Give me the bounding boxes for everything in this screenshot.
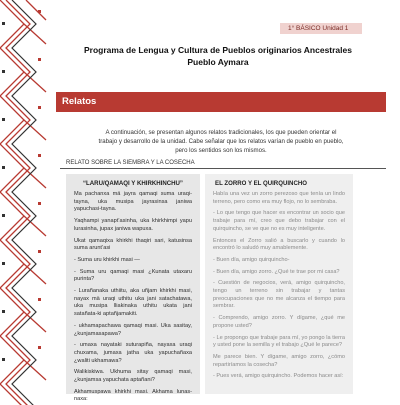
spanish-paragraph: - Buen día, amigo quirquincho-: [213, 256, 290, 263]
spanish-paragraph: Entonces el Zorro salió a buscarlo y cuando lo encontró lo saludó muy amablemente.: [213, 237, 345, 252]
spanish-paragraph: Me parece bien. Y dígame, amigo zorro, ¿cómo repartiríamos la cosecha?: [213, 353, 345, 368]
aymara-pattern-icon: [0, 0, 48, 400]
spanish-paragraph: - Buen día, amigo zorro. ¿Qué te trae por mi casa?: [213, 268, 340, 275]
spanish-paragraph: - Lo que tengo que hacer es encontrar un socio que trabaje para mí, creo que debo trabajar con el quirquincho, se ve que no es muy inteligente.: [213, 210, 345, 232]
aymara-paragraph: Akhamuspawa khirkhi masi. Akhama lunas-naxa:: [74, 388, 192, 403]
aymara-paragraph: Ma pachanxa mä jayra qamaqi suma uraqi-tayna, uka musipa jayrasinsa janiwa yapuchasi-tayna.: [74, 191, 192, 213]
aymara-paragraph: - umaxa nayataki suturapiña, nayaxa uraqi chuxama, jumaxa jatha uka yapuchañaxa ¿waliti ukhamawa?: [74, 342, 192, 364]
section-title: Relatos: [62, 96, 97, 107]
story-subheading: RELATO SOBRE LA SIEMBRA Y LA COSECHA: [66, 160, 195, 166]
spanish-paragraph: Había una vez un zorro perezoso que tenía un lindo terreno, pero como era muy flojo, no lo sembraba.: [213, 191, 345, 205]
spanish-paragraph: - Cuestión de negocios, verá, amigo quirquincho, tengo un terreno sin trabajar y tantas preocupaciones que no me alcanza el tiempo para sembrar.: [213, 280, 345, 310]
decorative-border: [0, 0, 48, 400]
aymara-paragraph: - Suma uru qamaqi masi ¿Kunata utaxaru purinta?: [74, 268, 192, 283]
divider: [60, 168, 386, 169]
spanish-story-title: EL ZORRO Y EL QUIRQUINCHO: [215, 180, 307, 187]
aymara-paragraph: Yaqhampi yanapt’asinha, uka khirkhimpi yapu lurasinha, jupax janiwa wapuxa.: [74, 218, 192, 232]
aymara-paragraph: Ukat qamaqixa khirkhi thaqiri sari, katusinsa suma arunt’asi: [74, 237, 192, 252]
program-title: Programa de Lengua y Cultura de Pueblos originarios Ancestrales: [84, 45, 352, 55]
spanish-paragraph: - Comprendo, amigo zorro. Y dígame, ¿qué me propone usted?: [213, 315, 345, 329]
aymara-paragraph: - Lurañanaka uthiitu, aka uñjam khirkhi masi, nayax mä uraqi uthitu uka jani satachatawa, uka musipa lliakinaka uthitu ukata jani satañata-ki aptañjamakiti.: [74, 288, 192, 318]
aymara-story-title: “LARU/QAMAQI Y KHIRKHINCHU”: [83, 180, 183, 187]
spanish-paragraph: - Pues verá, amigo quirquincho. Podemos hacer así:: [213, 373, 344, 380]
intro-paragraph: A continuación, se presentan algunos relatos tradicionales, los que pueden orientar el trabajo y desarrollo de la unidad. Cabe señalar que los relatos varían de pueblo en pueblo, pero los sentidos son los mismos.: [98, 129, 344, 154]
section-header: [56, 92, 386, 112]
grade-unit-tag: 1° BÁSICO Unidad 1: [280, 23, 362, 34]
people-title: Pueblo Aymara: [187, 57, 249, 67]
spanish-story-box: [205, 174, 353, 394]
spanish-paragraph: - Le propongo que trabaje para mí, yo pongo la tierra y usted pone la semilla y el trabajo ¿Qué le parece?: [213, 334, 345, 349]
aymara-paragraph: - ukhamapachawa qamaqi masi. Uka sasitay, ¿kunjamasapawa?: [74, 322, 192, 337]
aymara-story-box: [66, 174, 200, 403]
aymara-paragraph: Walikiskiwa. Ukhuma sitay qamaqi masi, ¿kunjamsa yapuchata aptañani?: [74, 369, 192, 384]
aymara-paragraph: - Suma uru khirkhi masi —: [74, 256, 140, 263]
